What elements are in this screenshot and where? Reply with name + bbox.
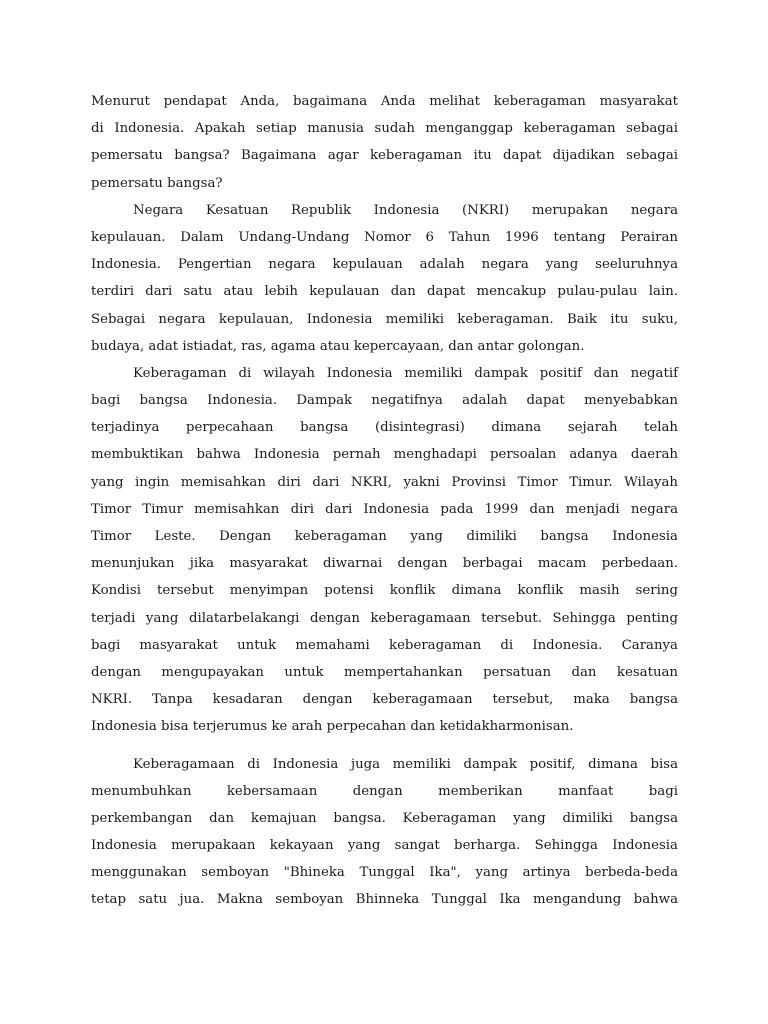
paragraph-positive-impact — [91, 751, 678, 914]
text-line: bagi masyarakat untuk memahami keberagaman di Indonesia. Caranya — [91, 637, 678, 653]
text-line: yang ingin memisahkan diri dari NKRI, yakni Provinsi Timor Timur. Wilayah — [91, 474, 678, 490]
text-line: Keberagaman di wilayah Indonesia memiliki dampak positif dan negatif — [133, 365, 678, 381]
text-line: terdiri dari satu atau lebih kepulauan dan dapat mencakup pulau-pulau lain. — [91, 284, 678, 300]
text-line: tetap satu jua. Makna semboyan Bhinneka Tunggal Ika mengandung bahwa — [91, 892, 678, 908]
text-line: Sebagai negara kepulauan, Indonesia memiliki keberagaman. Baik itu suku, — [91, 311, 678, 327]
text-line: Indonesia. Pengertian negara kepulauan adalah negara yang seeluruhnya — [91, 257, 678, 273]
text-line: Indonesia bisa terjerumus ke arah perpecahan dan ketidakharmonisan. — [91, 719, 574, 735]
text-line: Negara Kesatuan Republik Indonesia (NKRI) merupakan negara — [133, 202, 678, 218]
text-line: membuktikan bahwa Indonesia pernah menghadapi persoalan adanya daerah — [91, 447, 678, 463]
text-line: Indonesia merupakaan kekayaan yang sangat berharga. Sehingga Indonesia — [91, 838, 678, 854]
text-line: kepulauan. Dalam Undang-Undang Nomor 6 Tahun 1996 tentang Perairan — [91, 229, 678, 245]
text-line: perkembangan dan kemajuan bangsa. Keberagaman yang dimiliki bangsa — [91, 810, 678, 826]
paragraph-question — [91, 88, 678, 197]
text-line: menggunakan semboyan "Bhineka Tunggal Ika", yang artinya berbeda-beda — [91, 865, 678, 881]
text-line: menumbuhkan kebersamaan dengan memberikan manfaat bagi — [91, 783, 678, 799]
paragraph-negative-impact — [91, 360, 678, 741]
text-line: NKRI. Tanpa kesadaran dengan keberagamaan tersebut, maka bangsa — [91, 692, 678, 708]
text-line: terjadinya perpecahaan bangsa (disintegrasi) dimana sejarah telah — [91, 420, 678, 436]
paragraph-nkri — [91, 197, 678, 360]
text-line: menunjukan jika masyarakat diwarnai dengan berbagai macam perbedaan. — [91, 556, 678, 572]
document-page — [91, 88, 678, 914]
text-line: Timor Timur memisahkan diri dari Indonesia pada 1999 dan menjadi negara — [91, 501, 678, 517]
text-line: di Indonesia. Apakah setiap manusia sudah menganggap keberagaman sebagai — [91, 121, 678, 137]
text-line: Timor Leste. Dengan keberagaman yang dimiliki bangsa Indonesia — [91, 529, 678, 544]
text-line: pemersatu bangsa? Bagaimana agar keberagaman itu dapat dijadikan sebagai — [91, 148, 678, 164]
text-line: budaya, adat istiadat, ras, agama atau kepercayaan, dan antar golongan. — [91, 338, 585, 354]
text-line: Kondisi tersebut menyimpan potensi konflik dimana konflik masih sering — [91, 583, 678, 599]
text-line: Menurut pendapat Anda, bagaimana Anda melihat keberagaman masyarakat — [91, 94, 678, 109]
paragraph-gap — [91, 741, 678, 751]
text-line: bagi bangsa Indonesia. Dampak negatifnya adalah dapat menyebabkan — [91, 393, 678, 409]
text-line: Keberagamaan di Indonesia juga memiliki dampak positif, dimana bisa — [133, 756, 678, 772]
text-line: pemersatu bangsa? — [91, 175, 223, 191]
text-line: dengan mengupayakan untuk mempertahankan persatuan dan kesatuan — [91, 664, 678, 680]
text-line: terjadi yang dilatarbelakangi dengan keberagamaan tersebut. Sehingga penting — [91, 610, 678, 626]
